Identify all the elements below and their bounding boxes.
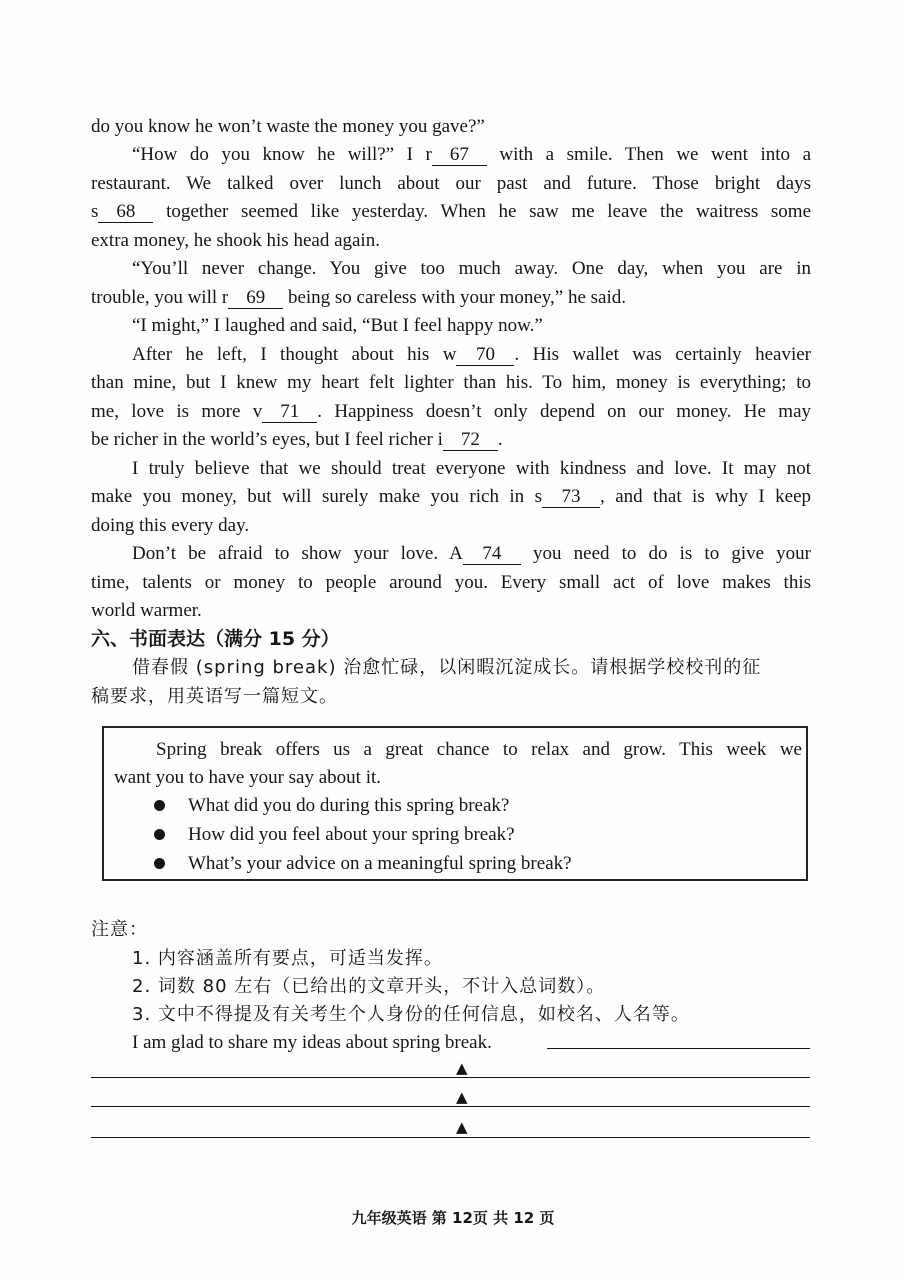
section-heading: 六、书面表达（满分 15 分） xyxy=(91,628,340,650)
passage-text: with a smile. Then we went into a xyxy=(486,144,812,165)
passage-line xyxy=(91,283,811,312)
triangle-marker-icon: ▲ xyxy=(456,1059,468,1077)
passage-text: being so careless with your money,” he said. xyxy=(283,287,626,308)
passage-text: do you know he won’t waste the money you gave?” xyxy=(91,116,485,137)
note-item: 1. 内容涵盖所有要点，可适当发挥。 xyxy=(132,948,443,969)
bullet-icon xyxy=(154,829,165,840)
passage-line xyxy=(91,226,811,255)
passage-text: I truly believe that we should treat everyone with kindness and love. It may not xyxy=(132,458,811,479)
passage-line xyxy=(132,140,811,169)
passage-text: “You’ll never change. You give too much away. One day, when you are in xyxy=(132,258,811,279)
blank-70[interactable]: 70 xyxy=(456,345,514,366)
blank-69[interactable]: 69 xyxy=(228,288,283,309)
bullet-icon xyxy=(154,858,165,869)
passage-text: extra money, he shook his head again. xyxy=(91,230,380,251)
answer-line[interactable] xyxy=(91,1137,810,1138)
passage-text: make you money, but will surely make you rich in s xyxy=(91,486,543,507)
passage-line xyxy=(91,368,811,397)
blank-72[interactable]: 72 xyxy=(443,430,498,451)
prompt-text: Spring break offers us a great chance to relax and grow. This week we xyxy=(156,739,802,760)
passage-text: doing this every day. xyxy=(91,515,250,536)
passage-line xyxy=(132,311,811,340)
triangle-marker-icon: ▲ xyxy=(456,1088,468,1106)
passage-line xyxy=(132,254,811,283)
passage-text: than mine, but I knew my heart felt lighter than his. To him, money is everything; to xyxy=(91,372,811,393)
prompt-bullet: How did you feel about your spring break? xyxy=(188,824,515,845)
passage-line xyxy=(132,539,811,568)
passage-line xyxy=(91,596,811,625)
passage-line xyxy=(91,397,811,426)
triangle-marker-icon: ▲ xyxy=(456,1118,468,1136)
answer-line[interactable] xyxy=(547,1048,810,1049)
blank-68[interactable]: 68 xyxy=(98,202,153,223)
passage-line xyxy=(91,112,811,141)
passage-text: s xyxy=(91,201,99,222)
passage-line xyxy=(91,425,811,454)
section-intro: 借春假 (spring break) 治愈忙碌，以闲暇沉淀成长。请根据学校校刊的征 xyxy=(132,657,762,678)
note-item: 3. 文中不得提及有关考生个人身份的任何信息，如校名、人名等。 xyxy=(132,1004,690,1025)
note-item: 2. 词数 80 左右（已给出的文章开头，不计入总词数）。 xyxy=(132,976,606,997)
passage-text: be richer in the world’s eyes, but I feel richer i xyxy=(91,429,443,450)
blank-71[interactable]: 71 xyxy=(262,402,317,423)
passage-text: “I might,” I laughed and said, “But I feel happy now.” xyxy=(132,315,543,336)
prompt-text: want you to have your say about it. xyxy=(114,767,382,788)
passage-text: . His wallet was certainly heavier xyxy=(514,344,811,365)
passage-text: restaurant. We talked over lunch about our past and future. Those bright days xyxy=(91,173,811,194)
passage-text: together seemed like yesterday. When he saw me leave the waitress some xyxy=(153,201,811,222)
passage-text: , and that is why I keep xyxy=(600,486,812,507)
section-intro: 稿要求，用英语写一篇短文。 xyxy=(91,686,338,707)
prompt-bullet: What did you do during this spring break? xyxy=(188,795,510,816)
passage-line xyxy=(91,197,811,226)
writing-opening: I am glad to share my ideas about spring break. xyxy=(132,1032,492,1053)
blank-74[interactable]: 74 xyxy=(463,544,521,565)
blank-67[interactable]: 67 xyxy=(432,145,487,166)
blank-73[interactable]: 73 xyxy=(542,487,600,508)
answer-line[interactable] xyxy=(91,1106,810,1107)
prompt-bullet: What’s your advice on a meaningful spring break? xyxy=(188,853,572,874)
passage-line xyxy=(91,568,811,597)
passage-text: world warmer. xyxy=(91,600,202,621)
prompt-box xyxy=(102,726,808,881)
passage-text: . Happiness doesn’t only depend on our money. He may xyxy=(317,401,812,422)
passage-line xyxy=(91,511,811,540)
passage-text: you need to do is to give your xyxy=(520,543,811,564)
passage-text: . xyxy=(497,429,503,450)
passage-line xyxy=(91,482,811,511)
page-footer: 九年级英语 第 12页 共 12 页 xyxy=(351,1209,555,1227)
passage-line xyxy=(132,454,811,483)
passage-text: trouble, you will r xyxy=(91,287,229,308)
passage-text: After he left, I thought about his w xyxy=(132,344,457,365)
passage-line xyxy=(91,169,811,198)
answer-line[interactable] xyxy=(91,1077,810,1078)
passage-text: “How do you know he will?” I r xyxy=(132,144,432,165)
passage-line xyxy=(132,340,811,369)
passage-text: Don’t be afraid to show your love. A xyxy=(132,543,463,564)
bullet-icon xyxy=(154,800,165,811)
passage-text: time, talents or money to people around you. Every small act of love makes this xyxy=(91,572,811,593)
passage-text: me, love is more v xyxy=(91,401,263,422)
notes-title: 注意： xyxy=(91,919,148,940)
